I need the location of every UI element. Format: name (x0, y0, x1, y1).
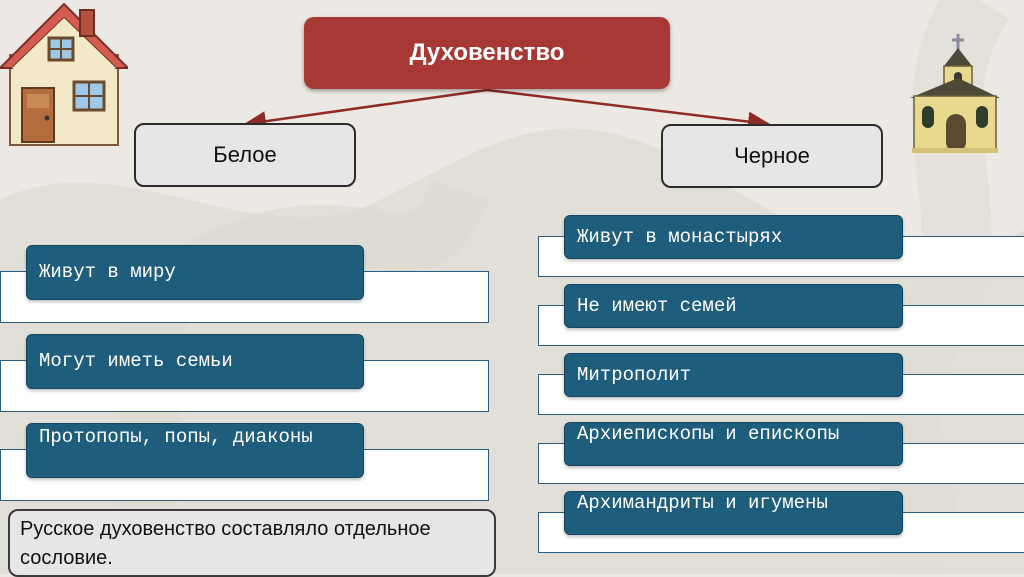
note-box: Русское духовенство составляло отдельное сословие. (8, 509, 496, 577)
white-item: Могут иметь семьи (26, 334, 364, 389)
black-item: Архиепископы и епископы (564, 422, 903, 466)
arrow-to-black (487, 90, 768, 124)
church-icon (908, 32, 1002, 154)
category-white-clergy: Белое (134, 123, 356, 187)
black-item: Живут в монастырях (564, 215, 903, 259)
category-black-clergy: Черное (661, 124, 883, 188)
black-item: Архимандриты и игумены (564, 491, 903, 535)
white-item: Живут в миру (26, 245, 364, 300)
white-item: Протопопы, попы, диаконы (26, 423, 364, 478)
diagram-title: Духовенство (304, 17, 670, 89)
black-item: Митрополит (564, 353, 903, 397)
arrow-to-white (246, 90, 487, 124)
black-item: Не имеют семей (564, 284, 903, 328)
house-icon (0, 0, 128, 148)
